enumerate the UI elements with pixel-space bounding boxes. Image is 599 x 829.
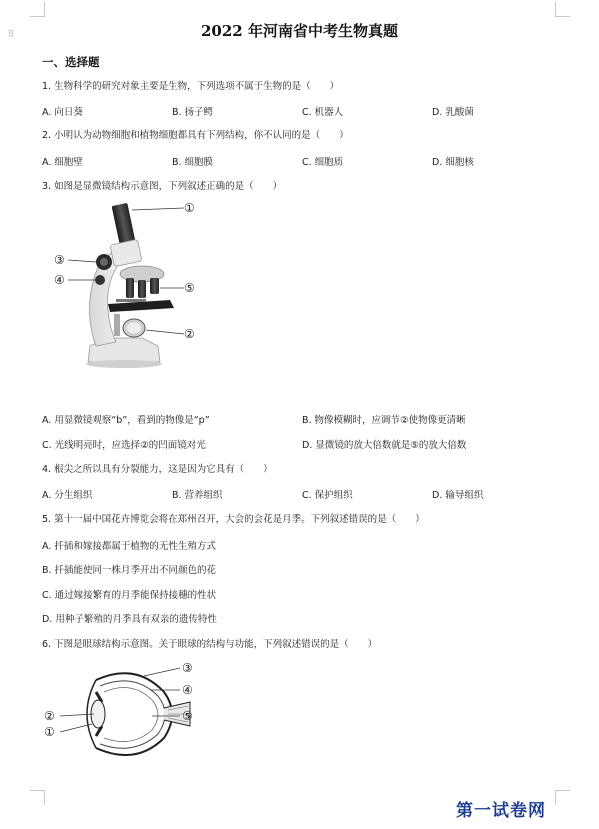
crop-mark-top-right [555,2,570,17]
q3-option-c[interactable]: C. 光线明亮时，应选择②的凹面镜对光 [42,440,206,451]
leader-line-3 [144,668,180,676]
q1-option-b[interactable]: B. 扬子鳄 [172,107,214,118]
leader-line-2 [60,714,94,716]
crop-mark-bottom-right [555,790,570,805]
q5-option-c[interactable]: C. 通过嫁接繁育的月季能保持接穗的性状 [42,590,217,601]
sclera [96,673,172,755]
crop-mark-bottom-left [30,790,45,805]
label-4: ④ [182,683,193,697]
leader-line-1 [60,724,92,732]
leader-line-2 [146,330,184,334]
label-4: ④ [54,273,65,287]
label-5: ⑤ [182,709,193,723]
objective-1 [126,278,134,298]
q5-option-d[interactable]: D. 用种子繁殖的月季具有双亲的遗传特性 [42,614,217,625]
label-2: ② [184,327,195,341]
label-2: ② [44,709,55,723]
q3-option-a[interactable]: A. 用显微镜观察“b”，看到的物像是“p” [42,415,210,426]
label-5: ⑤ [184,281,195,295]
question-1-stem: 1. 生物科学的研究对象主要是生物，下列选项不属于生物的是（ ） [42,81,340,92]
site-watermark: 第一试卷网 [456,801,546,821]
question-2-stem: 2. 小明认为动物细胞和植物细胞都具有下列结构，你不认同的是（ ） [42,130,349,141]
leader-line-1 [132,208,184,210]
crop-mark-top-left [30,2,45,17]
q3-option-d[interactable]: D. 显微镜的放大倍数就是⑤的放大倍数 [302,440,467,451]
q4-option-b[interactable]: B. 营养组织 [172,490,223,501]
objective-2 [138,280,146,298]
mirror-post [114,314,120,336]
label-1: ① [184,201,195,215]
drag-handle-icon[interactable]: ⁝⁝ [8,27,13,40]
tube-body [110,239,142,266]
eyeball-figure [40,658,210,768]
base-shadow [86,360,162,368]
label-3: ③ [182,661,193,675]
question-6-stem: 6. 下图是眼球结构示意图。关于眼球的结构与功能，下列叙述错误的是（ ） [42,639,378,650]
leader-line-3 [68,260,96,262]
q1-option-c[interactable]: C. 机器人 [302,107,344,118]
q2-option-d[interactable]: D. 细胞核 [432,157,474,168]
retina [104,688,158,742]
microscope-figure [50,196,210,378]
label-3: ③ [54,253,65,267]
q4-option-d[interactable]: D. 输导组织 [432,490,484,501]
choroid [100,681,165,748]
q2-option-a[interactable]: A. 细胞壁 [42,157,83,168]
stage-clip [116,299,146,302]
mirror-surface [127,323,141,334]
label-1: ① [44,725,55,739]
q4-option-a[interactable]: A. 分生组织 [42,490,93,501]
q2-option-c[interactable]: C. 细胞质 [302,157,344,168]
objective-3 [150,278,159,294]
page-title: 2022 年河南省中考生物真题 [201,22,398,40]
q5-option-a[interactable]: A. 扦插和嫁接都属于植物的无性生殖方式 [42,541,216,552]
q5-option-b[interactable]: B. 扦插能使同一株月季开出不同颜色的花 [42,565,217,576]
question-3-stem: 3. 如图是显微镜结构示意图，下列叙述正确的是（ ） [42,181,283,192]
question-5-stem: 5. 第十一届中国花卉博览会将在郑州召开，大会的会花是月季。下列叙述错误的是（ ） [42,514,425,525]
q4-option-c[interactable]: C. 保护组织 [302,490,353,501]
q1-option-d[interactable]: D. 乳酸菌 [432,107,474,118]
q1-option-a[interactable]: A. 向日葵 [42,107,83,118]
q3-option-b[interactable]: B. 物像模糊时，应调节②使物像更清晰 [302,415,466,426]
section-heading: 一、选择题 [42,55,100,69]
fine-adjustment-knob [95,275,105,285]
q2-option-b[interactable]: B. 细胞膜 [172,157,214,168]
question-4-stem: 4. 根尖之所以具有分裂能力，这是因为它具有（ ） [42,464,273,475]
coarse-knob-center [100,258,108,266]
